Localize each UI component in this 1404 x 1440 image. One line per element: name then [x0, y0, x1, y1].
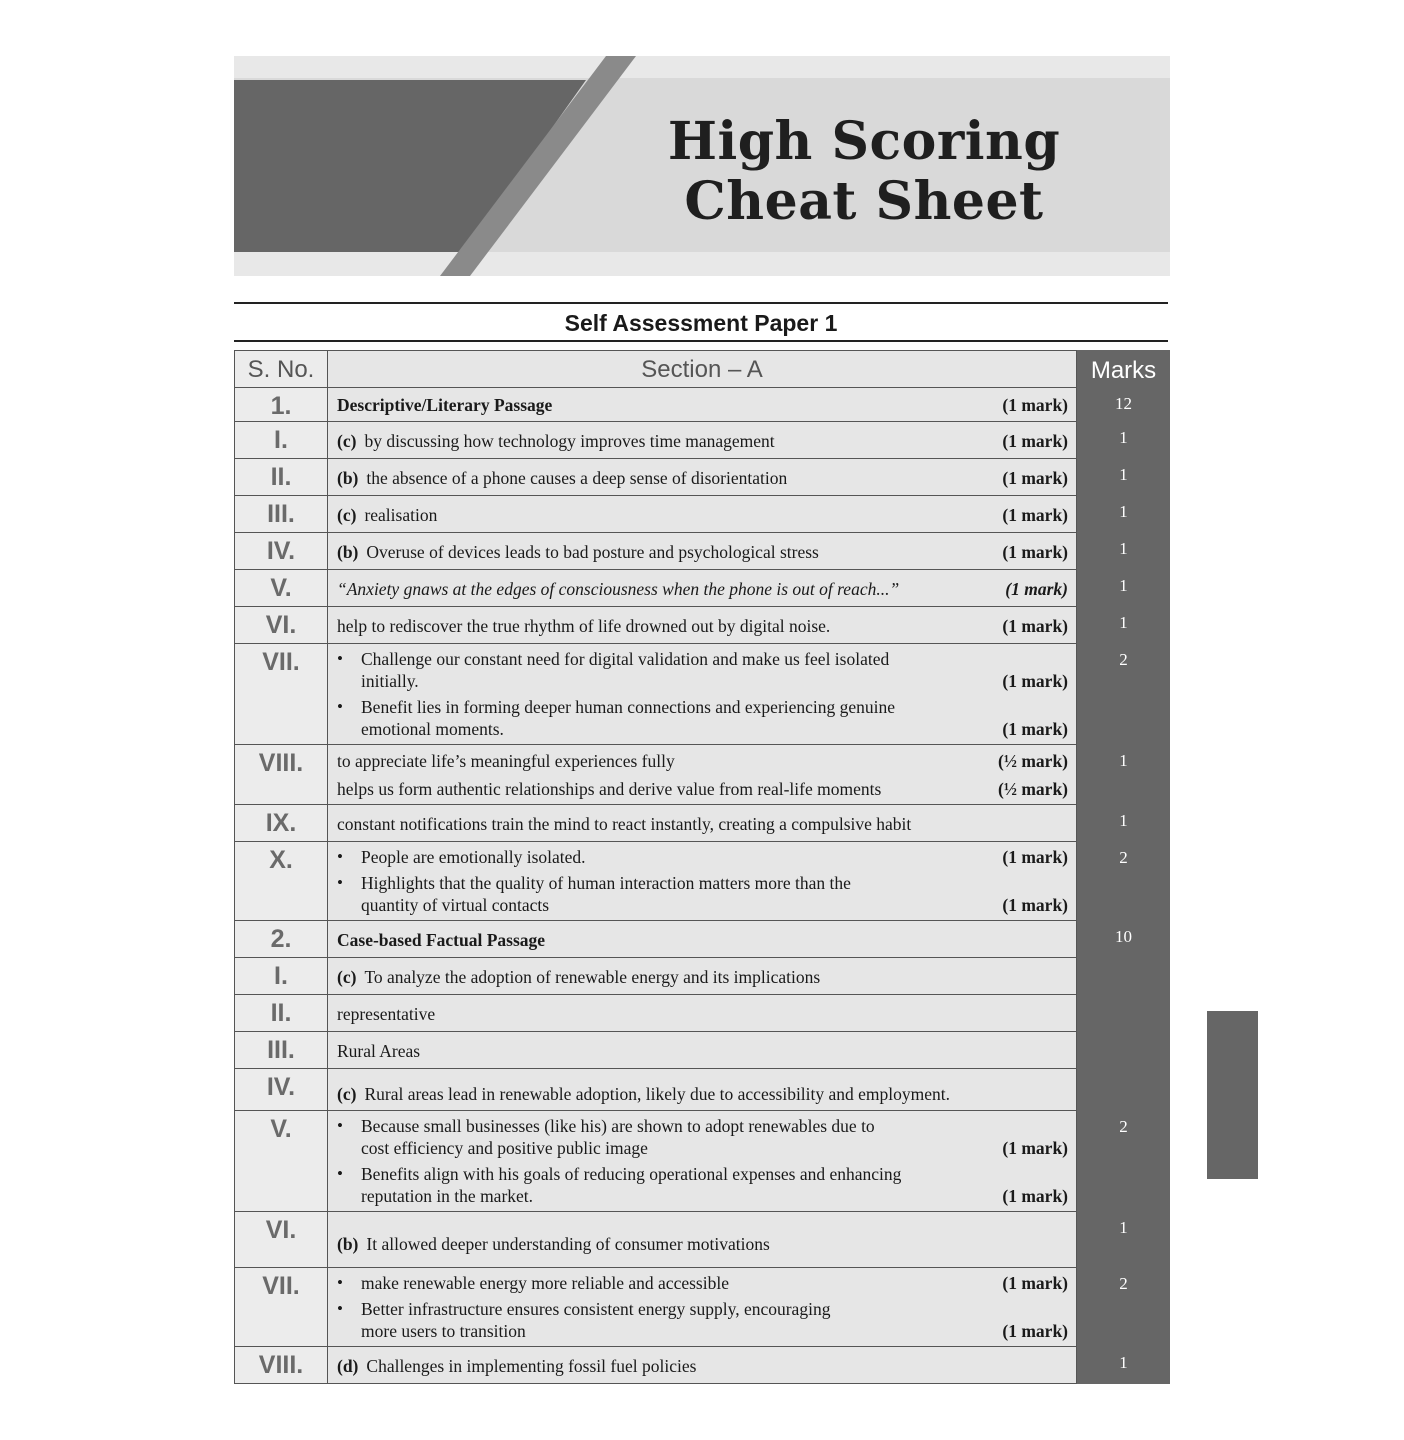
option-letter: (c) [337, 430, 357, 451]
mark-allocation: (½ mark) [998, 751, 1068, 771]
row-sno-label: I. [274, 962, 288, 990]
row-sno [235, 805, 328, 841]
header-sno [235, 351, 328, 387]
bullet-line [361, 1272, 1068, 1294]
mark-allocation: (1 mark) [1002, 504, 1068, 525]
answer-text: by discussing how technology improves time management [364, 430, 775, 451]
row-sno-label: 1. [270, 392, 292, 420]
answer-text: Rural areas lead in renewable adoption, likely due to accessibility and employment. [364, 1084, 951, 1104]
marks-value: 1 [1119, 1353, 1128, 1372]
table-row [234, 1069, 1077, 1111]
mark-allocation: (1 mark) [1002, 1273, 1068, 1293]
row-content [328, 745, 1076, 804]
mark-allocation: (1 mark) [1002, 671, 1068, 691]
row-sno [235, 607, 328, 643]
marks-value: 1 [1119, 539, 1128, 558]
marks-value: 1 [1119, 613, 1128, 632]
answer-line [337, 467, 1068, 489]
table-row [234, 459, 1077, 496]
bullet-icon: • [337, 697, 343, 716]
marks-value: 1 [1119, 811, 1128, 830]
mark-allocation: (1 mark) [1002, 541, 1068, 562]
row-content [328, 1111, 1076, 1211]
option-letter: (b) [337, 1234, 359, 1254]
answer-line [337, 1233, 1068, 1255]
bullet-text: Highlights that the quality of human interaction matters more than the [361, 873, 851, 893]
header-section-label: Section – A [641, 356, 763, 383]
table-row [234, 388, 1077, 422]
side-tab [1207, 1011, 1258, 1179]
marks-value: 1 [1119, 465, 1128, 484]
row-content [328, 1347, 1076, 1383]
answer-text: representative [337, 1003, 436, 1024]
bullet-line-continued [361, 718, 1068, 740]
row-sno [235, 388, 328, 421]
mark-allocation: (1 mark) [1002, 615, 1068, 636]
table-row [234, 1347, 1077, 1384]
table-row [234, 805, 1077, 842]
option-letter: (d) [337, 1355, 359, 1376]
table-row [234, 1111, 1077, 1212]
bullet-line-continued [361, 1185, 1068, 1207]
marks-value: 1 [1119, 428, 1128, 447]
table-row [234, 958, 1077, 995]
option-letter: (c) [337, 504, 357, 525]
answer-line [337, 394, 1068, 416]
answer-text: To analyze the adoption of renewable energy and its implications [364, 966, 821, 987]
row-sno [235, 1032, 328, 1068]
row-sno [235, 459, 328, 495]
row-sno-label: IV. [266, 1073, 296, 1101]
answer-line [337, 750, 1068, 772]
bullet-line [361, 1163, 1068, 1185]
marks-value: 2 [1119, 1117, 1128, 1136]
header-sno-label: S. No. [247, 356, 315, 383]
answer-text: to appreciate life’s meaningful experiences fully [337, 751, 675, 771]
row-content [328, 388, 1076, 421]
table-row [234, 1268, 1077, 1347]
bullet-icon: • [337, 1116, 343, 1135]
marks-value: 1 [1119, 502, 1128, 521]
row-sno-label: II. [270, 999, 292, 1027]
answer-text: Rural Areas [337, 1040, 421, 1061]
row-content [328, 570, 1076, 606]
bullet-line [361, 1115, 1068, 1137]
table-row [234, 921, 1077, 958]
mark-allocation: (1 mark) [1002, 467, 1068, 488]
row-sno-label: X. [269, 846, 293, 874]
answer-text: the absence of a phone causes a deep sense of disorientation [366, 467, 788, 488]
bullet-icon: • [337, 649, 343, 668]
answer-text: realisation [364, 504, 438, 525]
option-letter: (b) [337, 467, 359, 488]
bullet-text: make renewable energy more reliable and accessible [361, 1273, 729, 1293]
bullet-text: cost efficiency and positive public image [361, 1138, 648, 1158]
answer-line [337, 778, 1068, 800]
row-sno [235, 644, 328, 744]
bullet-text: Better infrastructure ensures consistent energy supply, encouraging [361, 1299, 831, 1319]
mark-allocation: (1 mark) [1002, 895, 1068, 915]
marks-value: 2 [1119, 650, 1128, 669]
row-content [328, 921, 1076, 957]
bullet-icon: • [337, 873, 343, 892]
marks-value: 1 [1119, 1218, 1128, 1237]
row-sno-label: I. [274, 426, 288, 454]
row-sno [235, 745, 328, 804]
row-content [328, 958, 1076, 994]
answer-text: Challenges in implementing fossil fuel policies [366, 1355, 697, 1376]
table-row [234, 533, 1077, 570]
mark-allocation: (1 mark) [1002, 1321, 1068, 1341]
row-sno-label: VIII. [258, 1351, 304, 1379]
row-content [328, 1268, 1076, 1346]
answer-line [337, 966, 1068, 988]
answer-text: helps us form authentic relationships and derive value from real-life moments [337, 779, 882, 799]
bullet-text: Benefits align with his goals of reducing operational expenses and enhancing [361, 1164, 902, 1184]
bullet-text: quantity of virtual contacts [361, 895, 550, 915]
marks-value: 10 [1115, 927, 1132, 946]
row-sno [235, 1347, 328, 1383]
row-sno [235, 1268, 328, 1346]
bullet-line-continued [361, 894, 1068, 916]
answer-line [337, 615, 1068, 637]
bullet-icon: • [337, 1164, 343, 1183]
answer-text: Overuse of devices leads to bad posture and psychological stress [366, 541, 819, 562]
row-content [328, 459, 1076, 495]
table-row [234, 1032, 1077, 1069]
table-row [234, 745, 1077, 805]
mark-allocation: (1 mark) [1002, 395, 1068, 415]
bullet-text: Benefit lies in forming deeper human connections and experiencing genuine [361, 697, 896, 717]
row-sno [235, 570, 328, 606]
marks-value: 1 [1119, 751, 1128, 770]
answer-text: It allowed deeper understanding of consumer motivations [366, 1234, 770, 1254]
row-sno-label: V. [270, 1115, 292, 1143]
marks-value: 2 [1119, 1274, 1128, 1293]
row-sno [235, 842, 328, 920]
option-letter: (c) [337, 966, 357, 987]
bullet-line [361, 1298, 1068, 1320]
row-sno-label: V. [270, 574, 292, 602]
mark-allocation: (½ mark) [998, 779, 1068, 799]
row-content [328, 842, 1076, 920]
bullet-line [361, 648, 1068, 670]
row-sno [235, 995, 328, 1031]
row-sno [235, 921, 328, 957]
bullet-line-continued [361, 1320, 1068, 1342]
answer-line [337, 430, 1068, 452]
mark-allocation: (1 mark) [1005, 578, 1068, 599]
row-content [328, 607, 1076, 643]
row-sno [235, 422, 328, 458]
answer-line [337, 929, 1068, 951]
row-content [328, 1212, 1076, 1267]
row-content [328, 995, 1076, 1031]
answer-line [337, 541, 1068, 563]
row-sno-label: II. [270, 463, 292, 491]
mark-allocation: (1 mark) [1002, 847, 1068, 867]
table-row [234, 644, 1077, 745]
row-sno-label: III. [267, 500, 295, 528]
answer-text: help to rediscover the true rhythm of life drowned out by digital noise. [337, 615, 831, 636]
option-letter: (b) [337, 541, 359, 562]
paper-title-bar [234, 302, 1168, 342]
row-sno-label: IX. [265, 809, 297, 837]
table-header-row [234, 350, 1077, 388]
marks-value: 1 [1119, 576, 1128, 595]
table-row [234, 1212, 1077, 1268]
answer-text: “Anxiety gnaws at the edges of consciousness when the phone is out of reach...” [337, 578, 900, 599]
bullet-line-continued [361, 670, 1068, 692]
bullet-text: initially. [361, 671, 419, 691]
row-sno-label: VI. [265, 1216, 297, 1244]
option-letter: (c) [337, 1084, 357, 1104]
row-sno [235, 1069, 328, 1110]
row-content [328, 422, 1076, 458]
table-row [234, 607, 1077, 644]
bullet-text: Challenge our constant need for digital validation and make us feel isolated [361, 649, 890, 669]
row-content [328, 1069, 1076, 1110]
answer-line [337, 1083, 1068, 1105]
row-content [328, 1032, 1076, 1068]
bullet-icon: • [337, 847, 343, 866]
row-content [328, 496, 1076, 532]
table-row [234, 496, 1077, 533]
table-row [234, 995, 1077, 1032]
row-content [328, 533, 1076, 569]
answer-line [337, 504, 1068, 526]
row-sno [235, 1212, 328, 1267]
mark-allocation: (1 mark) [1002, 1138, 1068, 1158]
paper-title: Self Assessment Paper 1 [564, 310, 838, 336]
bullet-text: People are emotionally isolated. [361, 847, 586, 867]
row-sno [235, 533, 328, 569]
bullet-text: emotional moments. [361, 719, 504, 739]
answer-text: constant notifications train the mind to react instantly, creating a compulsive habit [337, 813, 912, 834]
answer-line [337, 1003, 1068, 1025]
row-sno [235, 1111, 328, 1211]
row-sno-label: III. [267, 1036, 295, 1064]
row-sno-label: 2. [270, 925, 292, 953]
answer-line [337, 578, 1068, 600]
row-content [328, 805, 1076, 841]
row-sno-label: VIII. [258, 749, 304, 777]
bullet-icon: • [337, 1273, 343, 1292]
answer-line [337, 813, 1068, 835]
bullet-text: reputation in the market. [361, 1186, 534, 1206]
row-sno-label: VI. [265, 611, 297, 639]
marks-value: 2 [1119, 848, 1128, 867]
banner-title: High Scoring Cheat Sheet [667, 111, 1061, 232]
mark-allocation: (1 mark) [1002, 719, 1068, 739]
answer-line [337, 1355, 1068, 1377]
bullet-line-continued [361, 1137, 1068, 1159]
bullet-icon: • [337, 1299, 343, 1318]
mark-allocation: (1 mark) [1002, 1186, 1068, 1206]
bullet-line [361, 872, 1068, 894]
bullet-text: more users to transition [361, 1321, 526, 1341]
table-row [234, 422, 1077, 459]
bullet-line [361, 696, 1068, 718]
table-row [234, 570, 1077, 607]
marks-header: Marks [1090, 357, 1157, 384]
row-sno-label: IV. [266, 537, 296, 565]
answer-text: Descriptive/Literary Passage [337, 395, 553, 415]
bullet-text: Because small businesses (like his) are shown to adopt renewables due to [361, 1116, 875, 1136]
row-content [328, 644, 1076, 744]
row-sno-label: VII. [262, 648, 300, 676]
answer-line [337, 1040, 1068, 1062]
bullet-line [361, 846, 1068, 868]
answer-text: Case-based Factual Passage [337, 929, 546, 950]
mark-allocation: (1 mark) [1002, 430, 1068, 451]
row-sno [235, 958, 328, 994]
header-banner [234, 56, 1170, 276]
row-sno [235, 496, 328, 532]
marks-value: 12 [1115, 394, 1132, 413]
row-sno-label: VII. [262, 1272, 300, 1300]
table-row [234, 842, 1077, 921]
